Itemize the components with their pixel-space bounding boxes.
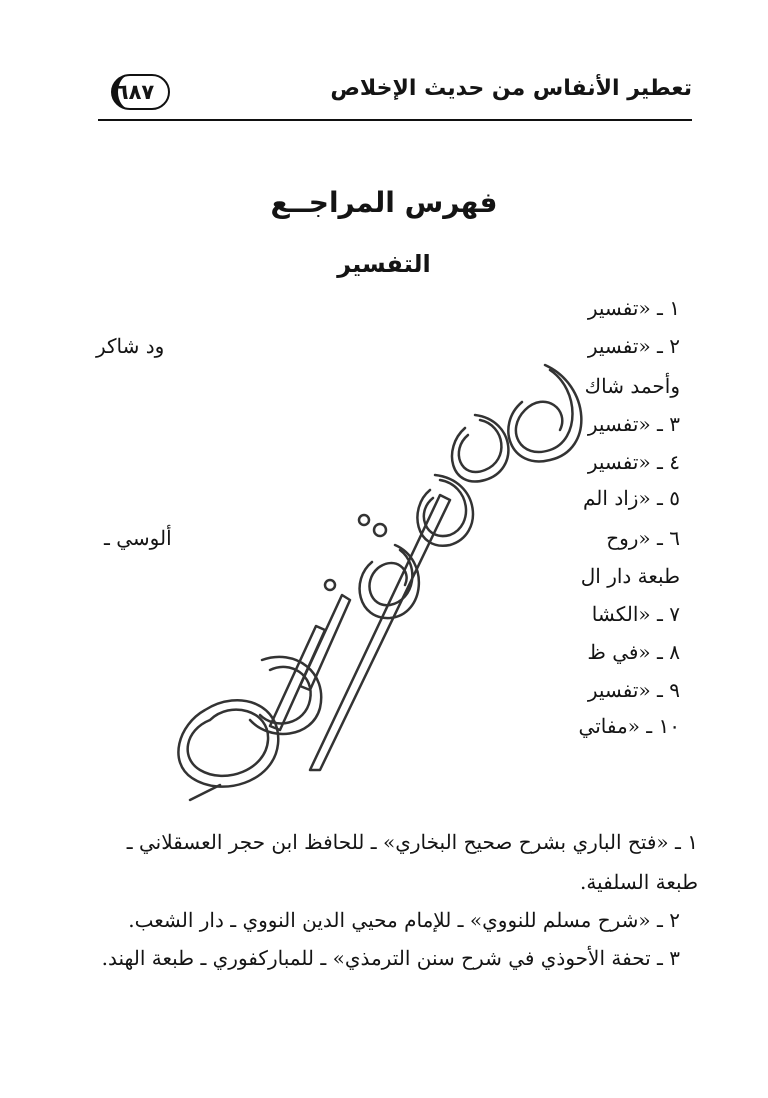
running-header-title: تعطير الأنفاس من حديث الإخلاص: [330, 76, 692, 101]
list-item: وأحمد شاك: [584, 374, 680, 398]
list-item-fragment: ألوسي ـ: [104, 526, 172, 550]
section-heading-tafsir: التفسير: [337, 250, 431, 278]
list-item: ٤ ـ «تفسير: [587, 450, 680, 474]
list-item: ١ ـ «فتح الباري بشرح صحيح البخاري» ـ للحافظ ابن حجر العسقلاني ـ: [126, 830, 698, 854]
list-item: ٧ ـ «الكشا: [591, 602, 680, 626]
list-item: ٢ ـ «تفسير: [587, 334, 680, 358]
waqf-watermark-icon: [150, 330, 600, 810]
list-item-fragment: ود شاكر: [96, 334, 165, 358]
list-item: طبعة دار ال: [580, 564, 680, 588]
list-item: ٩ ـ «تفسير: [587, 678, 680, 702]
page-number: ٦٨٧: [115, 80, 155, 104]
header-divider: [98, 119, 692, 121]
list-item: ٣ ـ «تفسير: [587, 412, 680, 436]
list-item: ٣ ـ تحفة الأحوذي في شرح سنن الترمذي» ـ للمباركفوري ـ طبعة الهند.: [101, 946, 680, 970]
list-item: طبعة السلفية.: [579, 870, 698, 894]
list-item: ١٠ ـ «مفاتي: [578, 714, 680, 738]
page-title: فهرس المراجــع: [270, 186, 498, 219]
list-item: ٨ ـ «في ظ: [587, 640, 680, 664]
list-item: ٢ ـ «شرح مسلم للنووي» ـ للإمام محيي الدين النووي ـ دار الشعب.: [128, 908, 680, 932]
page-number-badge: [100, 72, 170, 112]
list-item: ٥ ـ «زاد الم: [583, 486, 680, 510]
list-item: ١ ـ «تفسير: [587, 296, 680, 320]
list-item: ٦ ـ «روح: [606, 526, 680, 550]
